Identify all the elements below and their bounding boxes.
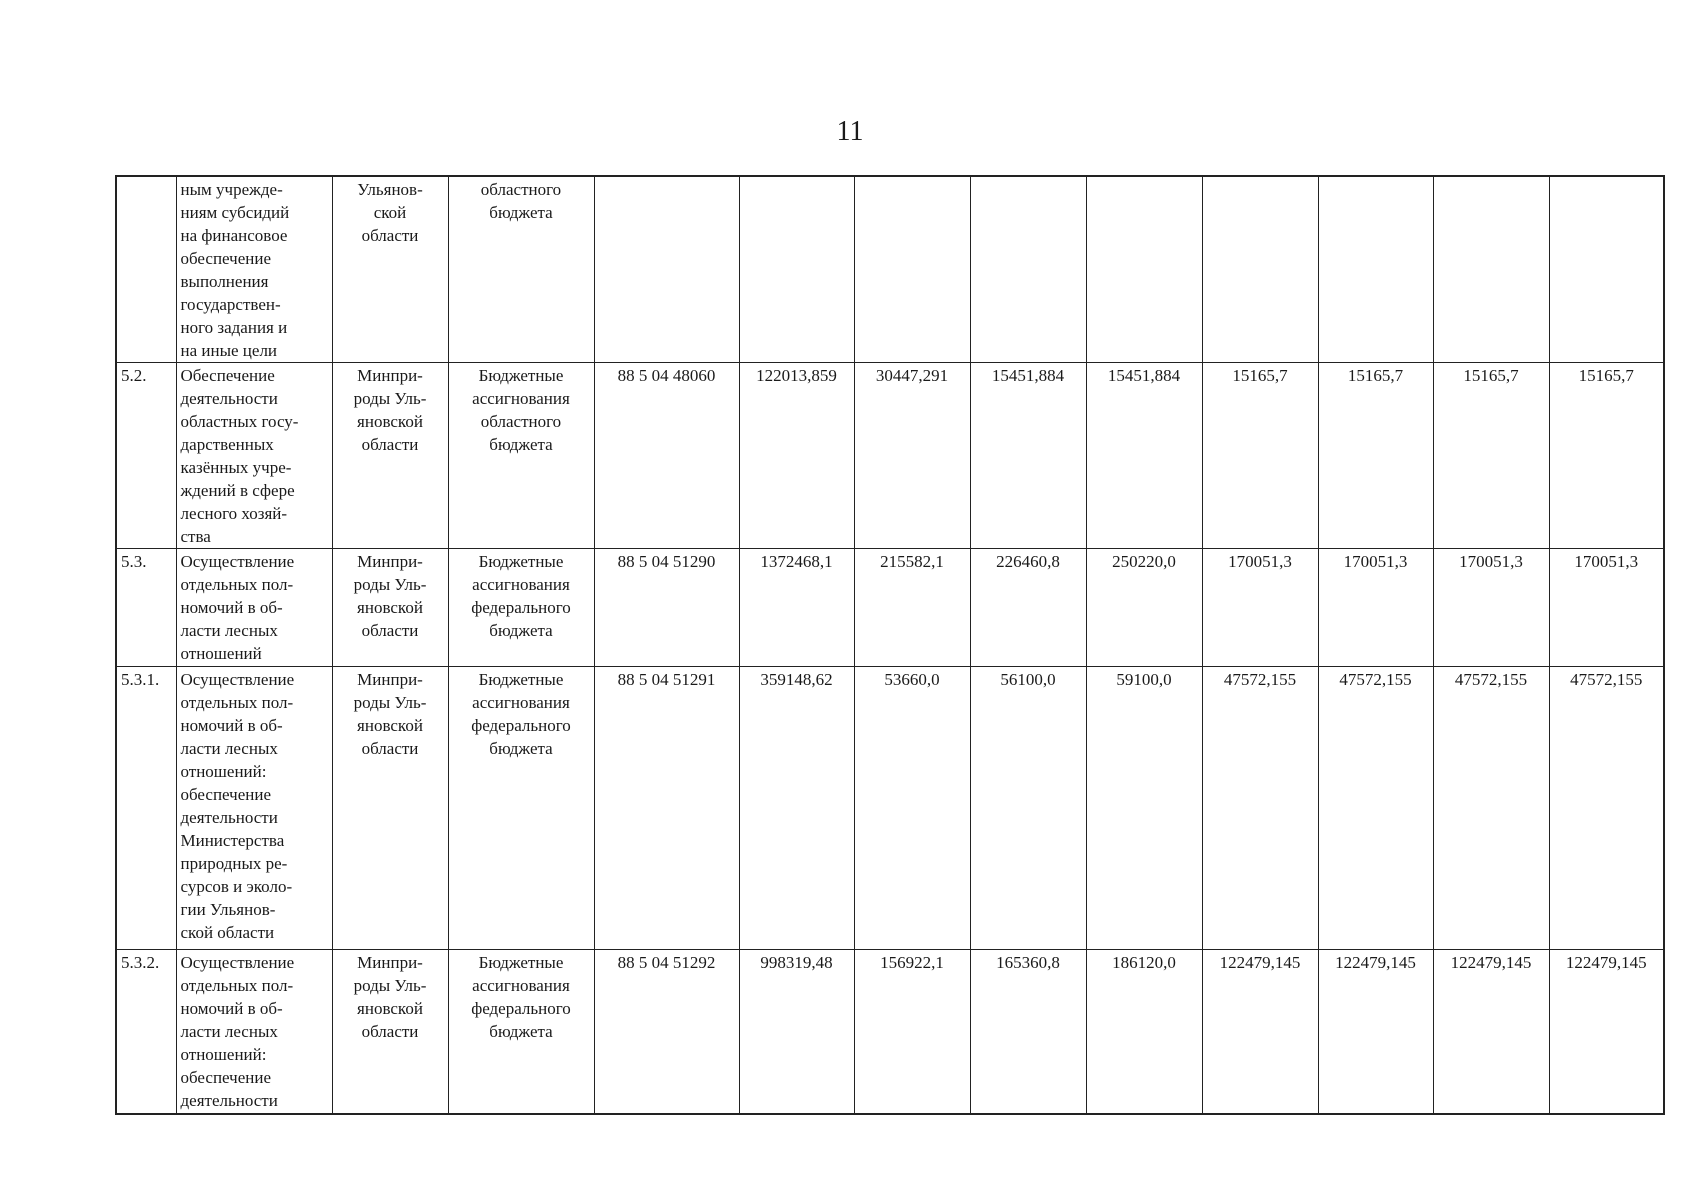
cell-text-line: бюджета <box>489 739 553 758</box>
row-number-cell: 5.3.2. <box>116 950 176 1114</box>
cell-text-line: отношений <box>180 644 262 663</box>
cell-text-line: Бюджетные <box>478 366 564 385</box>
budget-code-cell: 88 5 04 51291 <box>594 667 739 950</box>
cell-text-line: области <box>361 226 419 245</box>
cell-text-line: Бюджетные <box>478 552 564 571</box>
amount-cell: 156922,1 <box>854 950 970 1114</box>
cell-text-line: на финансовое <box>180 226 288 245</box>
amount-cell <box>1086 176 1202 363</box>
cell-text-line: Обеспечение <box>180 366 275 385</box>
cell-text-line: роды Уль- <box>353 575 427 594</box>
activity-name-cell <box>176 176 332 363</box>
amount-cell: 15165,7 <box>1549 363 1664 549</box>
row-number-cell <box>116 176 176 363</box>
amount-cell: 122479,145 <box>1549 950 1664 1114</box>
cell-text-line: дарственных <box>180 435 274 454</box>
amount-cell: 226460,8 <box>970 549 1086 667</box>
budget-code-cell <box>594 176 739 363</box>
cell-text-line: Осуществление <box>180 552 295 571</box>
cell-text-line: области <box>361 739 419 758</box>
cell-text-line: ской <box>373 203 407 222</box>
amount-cell: 15165,7 <box>1202 363 1318 549</box>
cell-text-line: сурсов и эколо- <box>180 877 293 896</box>
budget-code-cell: 88 5 04 51292 <box>594 950 739 1114</box>
cell-text-line: отношений: <box>180 1045 267 1064</box>
amount-cell: 15165,7 <box>1433 363 1549 549</box>
executor-cell <box>332 363 448 549</box>
table-body <box>116 176 1664 1114</box>
cell-text-line: Ульянов- <box>357 180 423 199</box>
cell-text-line: области <box>361 435 419 454</box>
cell-text-line: гии Ульянов- <box>180 900 276 919</box>
activity-name-cell <box>176 950 332 1114</box>
cell-text-line: бюджета <box>489 1022 553 1041</box>
cell-text-line: ства <box>180 527 211 546</box>
cell-text-line: ниям субсидий <box>180 203 290 222</box>
cell-text-line: федерального <box>471 598 571 617</box>
funding-source-cell <box>448 950 594 1114</box>
amount-cell: 165360,8 <box>970 950 1086 1114</box>
cell-text-line: казённых учре- <box>180 458 292 477</box>
cell-text-line: номочий в об- <box>180 716 283 735</box>
amount-cell: 47572,155 <box>1549 667 1664 950</box>
cell-text-line: роды Уль- <box>353 693 427 712</box>
table-row <box>116 176 1664 363</box>
cell-text-line: Осуществление <box>180 953 295 972</box>
amount-cell: 122479,145 <box>1318 950 1433 1114</box>
cell-text-line: Осуществление <box>180 670 295 689</box>
budget-code-cell: 88 5 04 48060 <box>594 363 739 549</box>
amount-cell: 122479,145 <box>1433 950 1549 1114</box>
cell-text-line: ласти лесных <box>180 621 278 640</box>
cell-text-line: Минпри- <box>357 366 423 385</box>
cell-text-line: Минпри- <box>357 552 423 571</box>
amount-cell: 56100,0 <box>970 667 1086 950</box>
cell-text-line: роды Уль- <box>353 389 427 408</box>
cell-text-line: государствен- <box>180 295 281 314</box>
cell-text-line: ассигнования <box>472 693 570 712</box>
cell-text-line: выполнения <box>180 272 269 291</box>
funding-source-cell <box>448 549 594 667</box>
cell-text-line: номочий в об- <box>180 598 283 617</box>
table-row <box>116 363 1664 549</box>
executor-cell <box>332 950 448 1114</box>
cell-text-line: ным учрежде- <box>180 180 283 199</box>
cell-text-line: обеспечение <box>180 249 271 268</box>
amount-cell <box>854 176 970 363</box>
row-number-cell: 5.3. <box>116 549 176 667</box>
cell-text-line: области <box>361 621 419 640</box>
cell-text-line: ассигнования <box>472 575 570 594</box>
activity-name-cell <box>176 667 332 950</box>
cell-text-line: ласти лесных <box>180 1022 278 1041</box>
cell-text-line: лесного хозяй- <box>180 504 288 523</box>
cell-text-line: областных госу- <box>180 412 299 431</box>
cell-text-line: роды Уль- <box>353 976 427 995</box>
amount-cell: 15451,884 <box>970 363 1086 549</box>
executor-cell <box>332 667 448 950</box>
cell-text-line: отдельных пол- <box>180 693 294 712</box>
amount-cell <box>1549 176 1664 363</box>
cell-text-line: областного <box>480 180 562 199</box>
amount-cell: 122479,145 <box>1202 950 1318 1114</box>
amount-cell: 170051,3 <box>1318 549 1433 667</box>
cell-text-line: ассигнования <box>472 976 570 995</box>
cell-text-line: ассигнования <box>472 389 570 408</box>
row-number-cell: 5.2. <box>116 363 176 549</box>
activity-name-cell <box>176 363 332 549</box>
cell-text-line: Минпри- <box>357 953 423 972</box>
cell-text-line: Минпри- <box>357 670 423 689</box>
amount-cell: 250220,0 <box>1086 549 1202 667</box>
cell-text-line: обеспечение <box>180 785 271 804</box>
cell-text-line: деятельности <box>180 808 278 827</box>
cell-text-line: ласти лесных <box>180 739 278 758</box>
cell-text-line: яновской <box>357 412 423 431</box>
cell-text-line: яновской <box>357 716 423 735</box>
cell-text-line: природных ре- <box>180 854 288 873</box>
funding-source-cell <box>448 667 594 950</box>
amount-cell: 15451,884 <box>1086 363 1202 549</box>
table-row <box>116 950 1664 1114</box>
amount-cell: 359148,62 <box>739 667 854 950</box>
cell-text-line: яновской <box>357 598 423 617</box>
executor-cell <box>332 176 448 363</box>
amount-cell: 998319,48 <box>739 950 854 1114</box>
cell-text-line: ской области <box>180 923 275 942</box>
cell-text-line: ждений в сфере <box>180 481 295 500</box>
amount-cell: 215582,1 <box>854 549 970 667</box>
amount-cell: 15165,7 <box>1318 363 1433 549</box>
amount-cell <box>1202 176 1318 363</box>
amount-cell <box>739 176 854 363</box>
table-row <box>116 667 1664 950</box>
cell-text-line: деятельности <box>180 389 278 408</box>
cell-text-line: области <box>361 1022 419 1041</box>
amount-cell: 122013,859 <box>739 363 854 549</box>
cell-text-line: Министерства <box>180 831 285 850</box>
cell-text-line: яновской <box>357 999 423 1018</box>
amount-cell: 53660,0 <box>854 667 970 950</box>
amount-cell: 47572,155 <box>1202 667 1318 950</box>
amount-cell: 47572,155 <box>1318 667 1433 950</box>
budget-code-cell: 88 5 04 51290 <box>594 549 739 667</box>
cell-text-line: федерального <box>471 716 571 735</box>
cell-text-line: Бюджетные <box>478 670 564 689</box>
amount-cell: 170051,3 <box>1433 549 1549 667</box>
activity-name-cell <box>176 549 332 667</box>
amount-cell: 30447,291 <box>854 363 970 549</box>
cell-text-line: ного задания и <box>180 318 288 337</box>
page-number: 11 <box>836 116 864 147</box>
cell-text-line: бюджета <box>489 203 553 222</box>
cell-text-line: федерального <box>471 999 571 1018</box>
amount-cell <box>1318 176 1433 363</box>
executor-cell <box>332 549 448 667</box>
cell-text-line: обеспечение <box>180 1068 271 1087</box>
amount-cell: 1372468,1 <box>739 549 854 667</box>
cell-text-line: бюджета <box>489 435 553 454</box>
cell-text-line: отдельных пол- <box>180 976 294 995</box>
cell-text-line: отдельных пол- <box>180 575 294 594</box>
funding-source-cell <box>448 363 594 549</box>
row-number-cell: 5.3.1. <box>116 667 176 950</box>
amount-cell: 47572,155 <box>1433 667 1549 950</box>
cell-text-line: Бюджетные <box>478 953 564 972</box>
table-row <box>116 549 1664 667</box>
cell-text-line: на иные цели <box>180 341 278 360</box>
cell-text-line: отношений: <box>180 762 267 781</box>
amount-cell <box>1433 176 1549 363</box>
cell-text-line: областного <box>480 412 562 431</box>
cell-text-line: бюджета <box>489 621 553 640</box>
amount-cell <box>970 176 1086 363</box>
budget-table <box>115 175 1665 1115</box>
amount-cell: 170051,3 <box>1549 549 1664 667</box>
amount-cell: 186120,0 <box>1086 950 1202 1114</box>
amount-cell: 170051,3 <box>1202 549 1318 667</box>
cell-text-line: номочий в об- <box>180 999 283 1018</box>
funding-source-cell <box>448 176 594 363</box>
cell-text-line: деятельности <box>180 1091 278 1110</box>
amount-cell: 59100,0 <box>1086 667 1202 950</box>
